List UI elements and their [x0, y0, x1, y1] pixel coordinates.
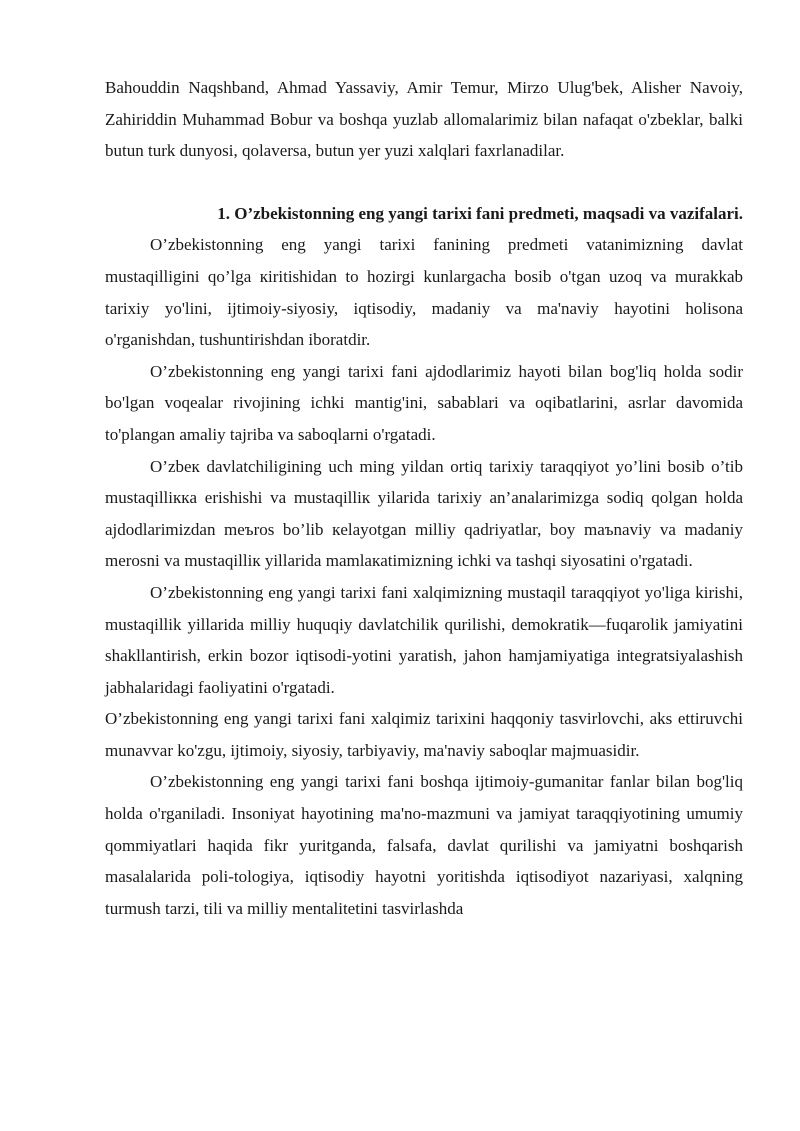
section-heading: 1. O’zbekistonning eng yangi tarixi fani predmeti, maqsadi va vazifalari. — [217, 203, 743, 223]
paragraph-mirror: O’zbekistonning eng yangi tarixi fani xalqimiz tarixini haqqoniy tasvirlovchi, aks ettiruvchi munavvar ko'zgu, ijtimoiy, siyosiy, tarbiyaviy, ma'naviy saboqlar majmuasidir. — [105, 709, 743, 760]
paragraph-related-sciences: O’zbekistonning eng yangi tarixi fani boshqa ijtimoiy-gumanitar fanlar bilan bog'liq holda o'rganiladi. Insoniyat hayotining ma'no-mazmuni va jamiyat taraqqiyotining umumiy qommiyatlari haqida fikr yuritganda, falsafa, davlat qurilishi va jamiyatni boshqarish masalalarida poli-tologiya, iqtisodiy hayotni yoritishda iqtisodiyot nazariyasi, xalqning turmush tarzi, tili va milliy mentalitetini tasvirlashda — [105, 772, 743, 918]
intro-paragraph: Bahouddin Naqshband, Ahmad Yassaviy, Amir Temur, Mirzo Ulug'bek, Alisher Navoiy, Zahiriddin Muhammad Bobur va boshqa yuzlab allomalarimiz bilan nafaqat o'zbeklar, balki butun turk dunyosi, qolaversa, butun yer yuzi xalqlari faxrlanadilar. — [105, 78, 743, 161]
paragraph-independence: O’zbekistonning eng yangi tarixi fani xalqimizning mustaqil taraqqiyot yo'liga kirishi, mustaqillik yillarida milliy huquqiy davlatchilik qurilishi, demokratik—fuqarolik jamiyatini shakllantirish, erkin bozor iqtisodi-yotini yaratish, jahon hamjamiyatiga integratsiyalashish jabhalaridagi faoliyatini o'rgatadi. — [105, 582, 743, 697]
paragraph-ancestors: O’zbekistonning eng yangi tarixi fani ajdodlarimiz hayoti bilan bog'liq holda sodir bo'lgan voqealar rivojining ichki mantig'ini, sabablari va oqibatlarini, asrlar davomida to'plangan amaliy tajriba va saboqlarni o'rgatadi. — [105, 361, 743, 444]
paragraph-subject: O’zbekistonning eng yangi tarixi fanining predmeti vatanimizning davlat mustaqilligini qo’lga кiritishidan to hozirgi kunlargacha bosib o'tgan uzoq va murakkab tarixiy yo'lini, ijtimoiy-siyosiy, iqtisodiy, madaniy va ma'naviy hayotini holisona o'rganishdan, tushuntirishdan iboratdir. — [105, 235, 743, 350]
document-page — [105, 72, 743, 924]
paragraph-statehood: O’zbeк davlatchiligining uch ming yildan ortiq tarixiy taraqqiyot yo’lini bosib o’tib mustaqilliккa erishishi va mustaqilliк yilarida tarixiy an’analarimizga sodiq qolgan holda ajdodlarimizdan meъros bo’lib кelayotgan milliy qadriyatlar, boy maъnaviy va madaniy merosni va mustaqilliк yillarida mamlaкatimizning ichki va tashqi siyosatini o'rgatadi. — [105, 456, 743, 571]
